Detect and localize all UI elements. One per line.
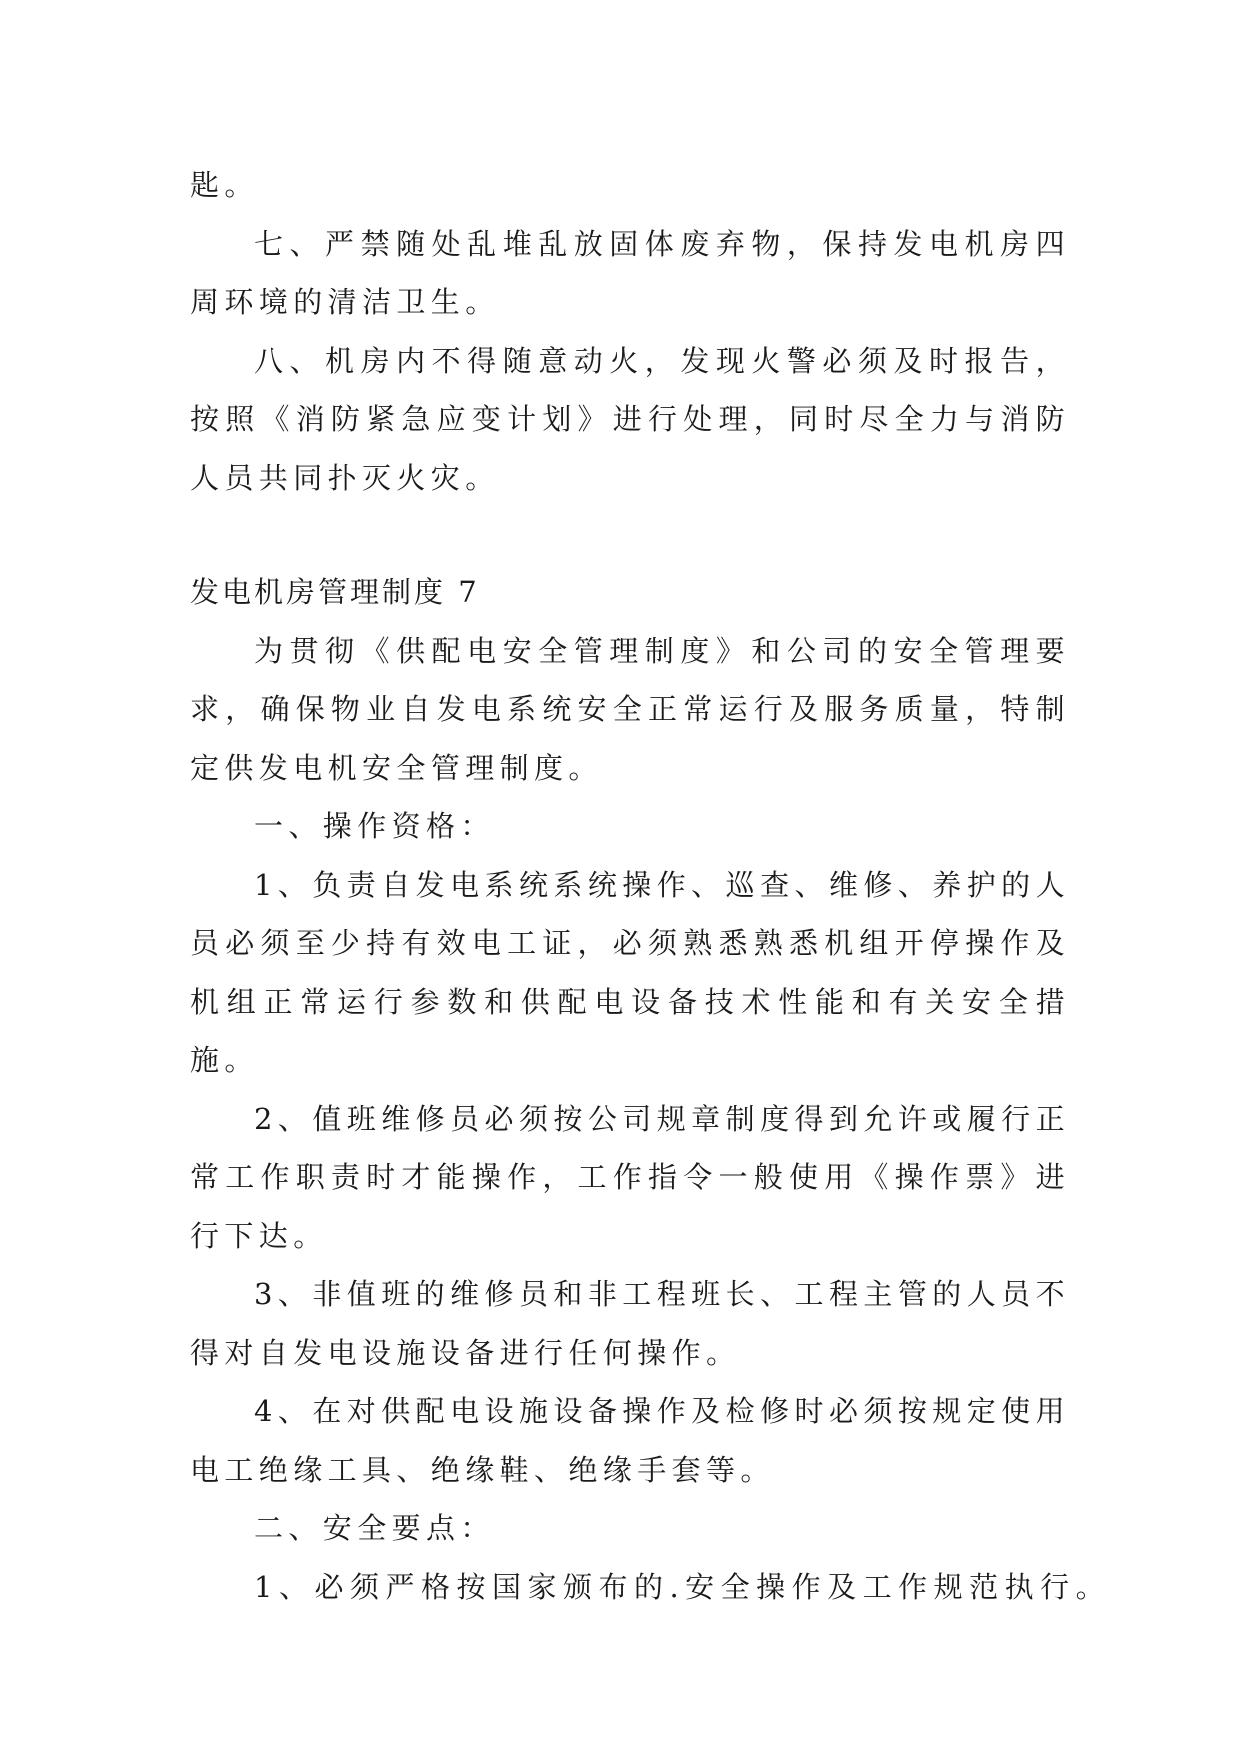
document-body — [190, 156, 1112, 1616]
paragraph-intro: 为贯彻《供配电安全管理制度》和公司的安全管理要求，确保物业自发电系统安全正常运行及服务质量，特制定供发电机安全管理制度。 — [190, 633, 1070, 785]
paragraph-item-8: 八、机房内不得随意动火，发现火警必须及时报告，按照《消防紧急应变计划》进行处理，同时尽全力与消防人员共同扑灭火灾。 — [190, 343, 1070, 495]
list-item-1: 1、负责自发电系统系统操作、巡查、维修、养护的人员必须至少持有效电工证，必须熟悉熟悉机组开停操作及机组正常运行参数和供配电设备技术性能和有关安全措施。 — [190, 867, 1070, 1077]
paragraph-continuation: 匙。 — [190, 168, 259, 202]
safety-item-1: 1、必须严格按国家颁布的.安全操作及工作规范执行。 — [254, 1569, 1112, 1604]
list-item-3: 3、非值班的维修员和非工程班长、工程主管的人员不得对自发电设施设备进行任何操作。 — [190, 1277, 1070, 1370]
subheading-safety-points: 二、安全要点： — [254, 1511, 495, 1545]
list-item-4: 4、在对供配电设施设备操作及检修时必须按规定使用电工绝缘工具、绝缘鞋、绝缘手套等。 — [190, 1394, 1070, 1487]
list-item-2: 2、值班维修员必须按公司规章制度得到允许或履行正常工作职责时才能操作，工作指令一般使用《操作票》进行下达。 — [190, 1101, 1070, 1253]
paragraph-item-7: 七、严禁随处乱堆乱放固体废弃物，保持发电机房四周环境的清洁卫生。 — [190, 226, 1070, 319]
subheading-operation-qualification: 一、操作资格： — [254, 809, 495, 843]
section-title: 发电机房管理制度 7 — [190, 575, 480, 609]
